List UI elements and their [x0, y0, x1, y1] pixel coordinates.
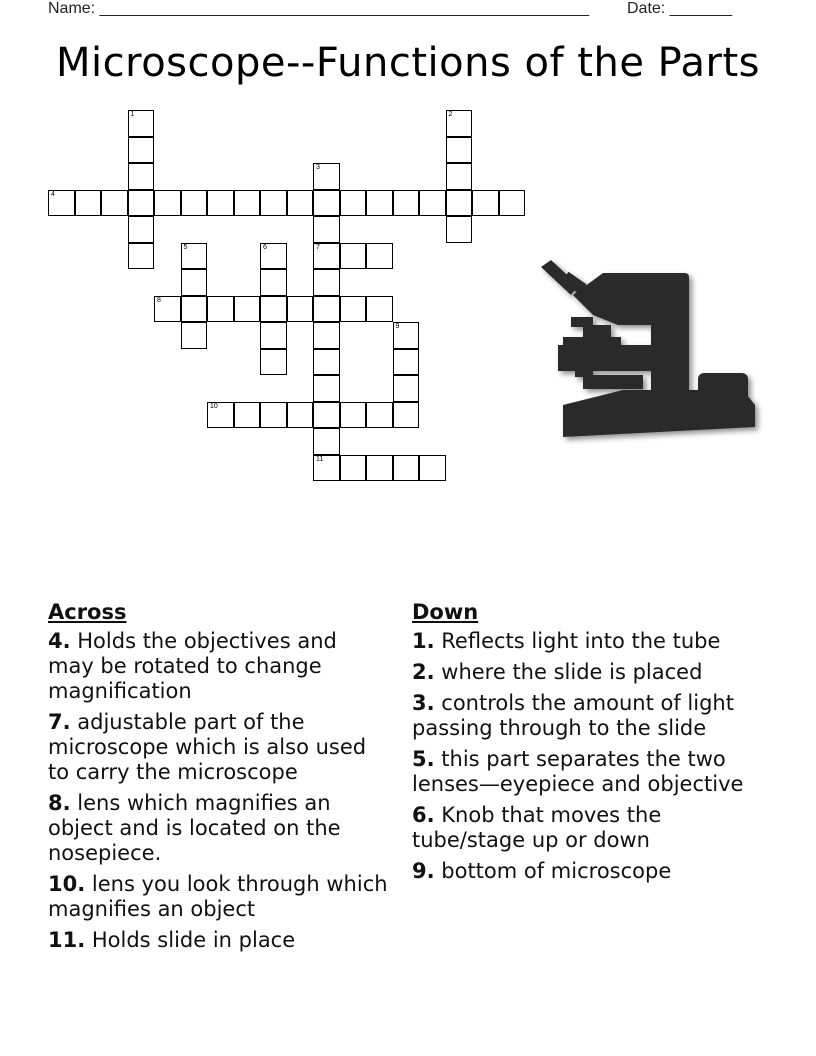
crossword-cell[interactable]: [313, 190, 340, 217]
crossword-cell[interactable]: [419, 190, 446, 217]
clue-text: lens you look through which magnifies an object: [48, 872, 388, 921]
clue-text: lens which magnifies an object and is located on the nosepiece.: [48, 791, 341, 865]
clue-number: 3: [316, 164, 320, 171]
crossword-cell[interactable]: [128, 243, 155, 270]
clue-number: 6.: [412, 803, 435, 827]
across-clue: [48, 629, 388, 704]
crossword-cell[interactable]: [393, 190, 420, 217]
crossword-cell[interactable]: [260, 243, 287, 270]
crossword-cell[interactable]: [366, 190, 393, 217]
crossword-cell[interactable]: [393, 375, 420, 402]
crossword-cell[interactable]: [128, 163, 155, 190]
crossword-cell[interactable]: [366, 402, 393, 429]
crossword-cell[interactable]: [366, 243, 393, 270]
clue-number: 8.: [48, 791, 71, 815]
clue-text: controls the amount of light passing through to the slide: [412, 691, 734, 740]
clue-text: adjustable part of the microscope which is also used to carry the microscope: [48, 710, 367, 784]
crossword-cell[interactable]: [313, 243, 340, 270]
crossword-cell[interactable]: [313, 269, 340, 296]
clue-number: 8: [157, 296, 161, 304]
crossword-cell[interactable]: [260, 322, 287, 349]
crossword-cell[interactable]: [128, 216, 155, 243]
crossword-cell[interactable]: [499, 190, 526, 217]
crossword-cell[interactable]: [154, 296, 181, 323]
crossword-cell[interactable]: [128, 190, 155, 217]
crossword-cell[interactable]: [313, 349, 340, 376]
across-clue: [48, 791, 388, 866]
crossword-cell[interactable]: [446, 137, 473, 164]
crossword-cell[interactable]: [340, 402, 367, 429]
crossword-cell[interactable]: [287, 296, 314, 323]
crossword-cell[interactable]: [446, 110, 473, 137]
clue-number: 11.: [48, 928, 86, 952]
crossword-cell[interactable]: [313, 296, 340, 323]
crossword-cell[interactable]: [313, 216, 340, 243]
down-clue: [412, 660, 772, 685]
clue-number: 11: [316, 455, 324, 463]
crossword-cell[interactable]: [234, 190, 261, 217]
crossword-cell[interactable]: [287, 190, 314, 217]
crossword-cell[interactable]: [287, 402, 314, 429]
crossword-cell[interactable]: [366, 455, 393, 482]
across-clues: [48, 600, 388, 959]
crossword-cell[interactable]: [181, 269, 208, 296]
crossword-cell[interactable]: [340, 243, 367, 270]
clue-number: 5: [183, 243, 188, 251]
crossword-cell[interactable]: [419, 455, 446, 482]
crossword-cell[interactable]: [260, 402, 287, 429]
crossword-cell[interactable]: [101, 190, 128, 217]
date-field[interactable]: Date: _______: [627, 0, 732, 17]
crossword-cell[interactable]: [313, 375, 340, 402]
crossword-cell[interactable]: [48, 190, 75, 217]
crossword-cell[interactable]: [260, 190, 287, 217]
clue-text: where the slide is placed: [434, 660, 703, 684]
crossword-cell[interactable]: [313, 455, 340, 482]
clue-number: 6: [263, 243, 267, 251]
clue-number: 9: [395, 323, 400, 330]
crossword-cell[interactable]: [313, 428, 340, 455]
clue-number: 7: [316, 243, 320, 251]
crossword-cell[interactable]: [207, 190, 234, 217]
clue-number: 10: [210, 402, 218, 410]
crossword-cell[interactable]: [128, 137, 155, 164]
crossword-cell[interactable]: [446, 216, 473, 243]
clue-text: Knob that moves the tube/stage up or down: [412, 803, 662, 852]
crossword-cell[interactable]: [154, 190, 181, 217]
crossword-cell[interactable]: [207, 296, 234, 323]
crossword-cell[interactable]: [393, 322, 420, 349]
down-heading: Down: [412, 600, 479, 624]
microscope-silhouette-icon: [533, 255, 768, 445]
crossword-cell[interactable]: [340, 296, 367, 323]
clue-number: 7.: [48, 710, 71, 734]
across-clue: [48, 710, 388, 785]
clue-text: Holds slide in place: [85, 928, 296, 952]
down-clue: [412, 691, 772, 741]
clue-number: 2: [448, 111, 453, 118]
name-field[interactable]: Name: _______________________________________________________: [48, 0, 589, 17]
crossword-cell[interactable]: [181, 296, 208, 323]
clue-text: Reflects light into the tube: [434, 629, 721, 653]
crossword-cell[interactable]: [260, 269, 287, 296]
clue-text: this part separates the two lenses—eyepiece and objective: [412, 747, 744, 796]
crossword-cell[interactable]: [446, 163, 473, 190]
across-clue: [48, 872, 388, 922]
page-title: Microscope--Functions of the Parts: [56, 40, 760, 86]
crossword-cell[interactable]: [260, 296, 287, 323]
across-clue: [48, 928, 388, 953]
clue-number: 3.: [412, 691, 435, 715]
clue-number: 4: [51, 190, 55, 198]
across-heading: Across: [48, 600, 127, 624]
crossword-cell[interactable]: [234, 296, 261, 323]
crossword-cell[interactable]: [128, 110, 155, 137]
crossword-cell[interactable]: [366, 296, 393, 323]
down-clue: [412, 859, 772, 884]
crossword-cell[interactable]: [340, 455, 367, 482]
down-clues: [412, 600, 772, 890]
crossword-cell[interactable]: [75, 190, 102, 217]
crossword-cell[interactable]: [260, 349, 287, 376]
crossword-cell[interactable]: [313, 163, 340, 190]
crossword-cell[interactable]: [181, 243, 208, 270]
crossword-cell[interactable]: [393, 349, 420, 376]
clue-number: 5.: [412, 747, 435, 771]
clue-number: 2.: [412, 660, 435, 684]
crossword-cell[interactable]: [340, 190, 367, 217]
crossword-cell[interactable]: [181, 190, 208, 217]
crossword-cell[interactable]: [472, 190, 499, 217]
clue-number: 1: [130, 111, 135, 118]
clue-number: 9.: [412, 859, 435, 883]
crossword-cell[interactable]: [446, 190, 473, 217]
clue-number: 10.: [48, 872, 86, 896]
clue-number: 1.: [412, 629, 435, 653]
crossword-cell[interactable]: [393, 455, 420, 482]
crossword-cell[interactable]: [393, 402, 420, 429]
crossword-cell[interactable]: [234, 402, 261, 429]
down-clue: [412, 747, 772, 797]
crossword-cell[interactable]: [181, 322, 208, 349]
down-clue: [412, 629, 772, 654]
clue-number: 4.: [48, 629, 71, 653]
crossword-cell[interactable]: [313, 402, 340, 429]
crossword-cell[interactable]: [313, 322, 340, 349]
clue-text: Holds the objectives and may be rotated to change magnification: [48, 629, 337, 703]
down-clue: [412, 803, 772, 853]
crossword-cell[interactable]: [207, 402, 234, 429]
clue-text: bottom of microscope: [434, 859, 672, 883]
